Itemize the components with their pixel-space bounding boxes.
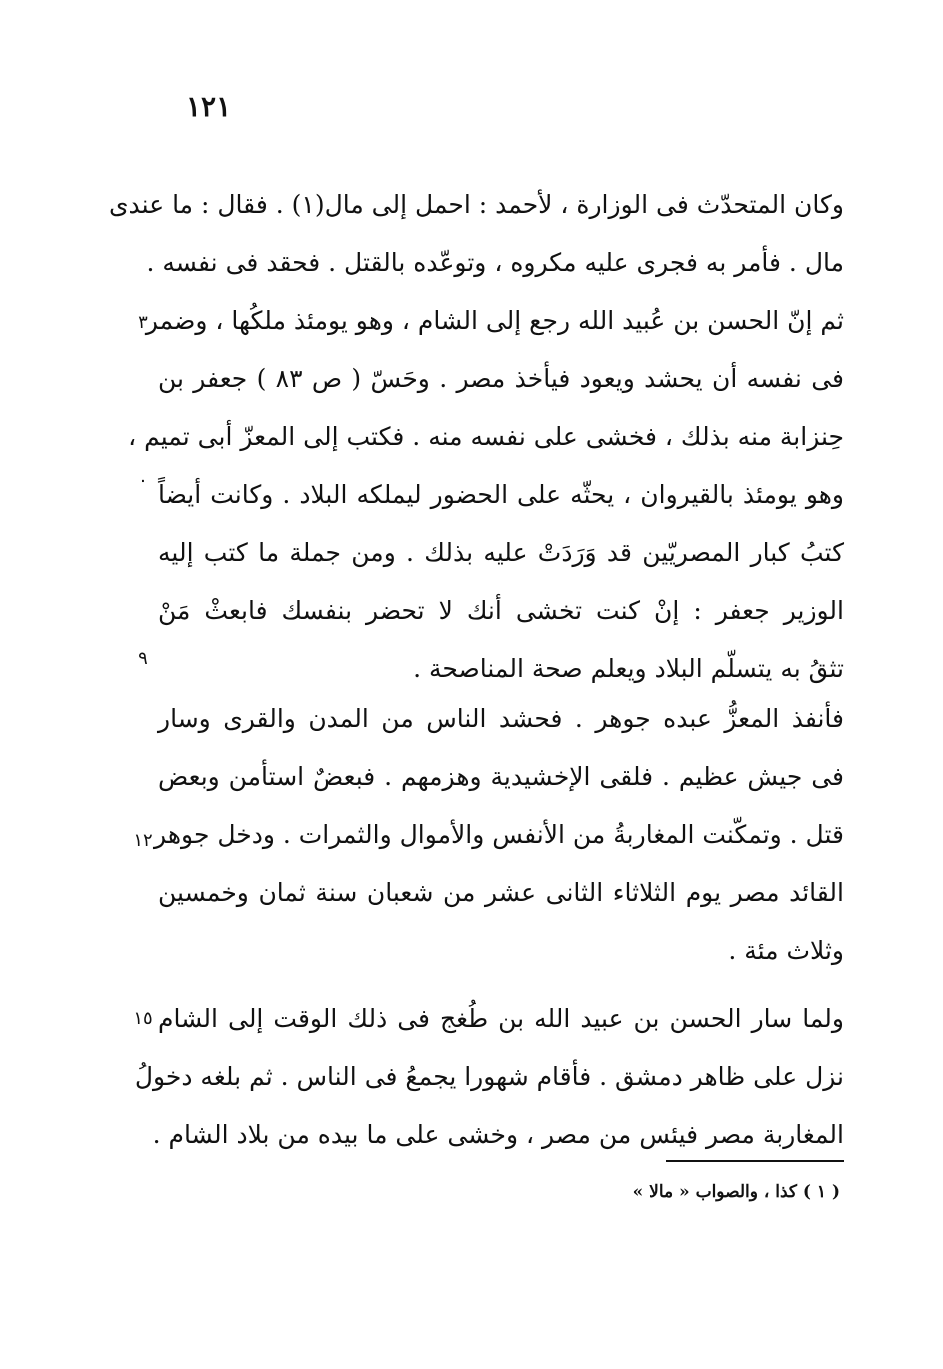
paragraph-1 xyxy=(108,176,844,698)
margin-line-number: ٠ xyxy=(138,470,148,491)
text-line: فى جيش عظيم . فلقى الإخشيدية وهزمهم . فبعضٌ استأمن وبعض xyxy=(158,762,844,791)
text-line: المغاربة مصر فيئس من مصر ، وخشى على ما بيده من بلاد الشام . xyxy=(152,1120,844,1149)
margin-line-number: ٣ xyxy=(138,312,148,333)
paragraph-2 xyxy=(154,690,844,980)
page-number: ١٢١ xyxy=(186,90,232,123)
text-line: فأنفذ المعزُّ عبده جوهر . فحشد الناس من المدن والقرى وسار xyxy=(158,704,844,733)
text-line: كتبُ كبار المصريّين قد وَرَدَتْ عليه بذلك . ومن جملة ما كتب إليه xyxy=(158,538,844,567)
text-line: حِنزابة منه بذلك ، فخشى على نفسه منه . فكتب إلى المعزّ أبى تميم ، xyxy=(128,422,844,451)
text-line: ثم إنّ الحسن بن عُبيد الله رجع إلى الشام ، وهو يومئذ ملكُها ، وضمر xyxy=(145,306,844,335)
text-line: ولما سار الحسن بن عبيد الله بن طُغج فى ذلك الوقت إلى الشام xyxy=(158,1004,844,1033)
text-line: نزل على ظاهر دمشق . فأقام شهورا يجمعُ فى الناس . ثم بلغه دخولُ xyxy=(134,1062,844,1091)
margin-line-number: ١٢ xyxy=(133,830,153,851)
text-line: مال . فأمر به فجرى عليه مكروه ، وتوعّده بالقتل . فحقد فى نفسه . xyxy=(146,248,844,277)
footnote: ( ١ ) كذا ، والصواب « مالا » xyxy=(632,1182,840,1202)
text-line: تثقُ به يتسلّم البلاد ويعلم صحة المناصحة . xyxy=(413,654,844,683)
text-line: القائد مصر يوم الثلاثاء الثانى عشر من شعبان سنة ثمان وخمسين xyxy=(158,878,844,907)
text-line: وثلاث مئة . xyxy=(728,936,844,965)
text-line: الوزير جعفر : إنْ كنت تخشى أنك لا تحضر بنفسك فابعثْ مَنْ xyxy=(158,596,844,625)
margin-line-number: ٩ xyxy=(138,648,148,669)
margin-line-number: ١٥ xyxy=(133,1008,153,1029)
text-line: قتل . وتمكّنت المغاربةُ من الأنفس والأموال والثمرات . ودخل جوهر xyxy=(154,820,844,849)
text-line: وكان المتحدّث فى الوزارة ، لأحمد : احمل إلى مال(١) . فقال : ما عندى xyxy=(108,190,844,219)
text-line: فى نفسه أن يحشد ويعود فيأخذ مصر . وحَسّ ( ص ٨٣ ) جعفر بن xyxy=(158,364,844,393)
footnote-divider xyxy=(666,1160,844,1162)
text-line: وهو يومئذ بالقيروان ، يحثّه على الحضور ليملكه البلاد . وكانت أيضاً xyxy=(158,480,844,509)
